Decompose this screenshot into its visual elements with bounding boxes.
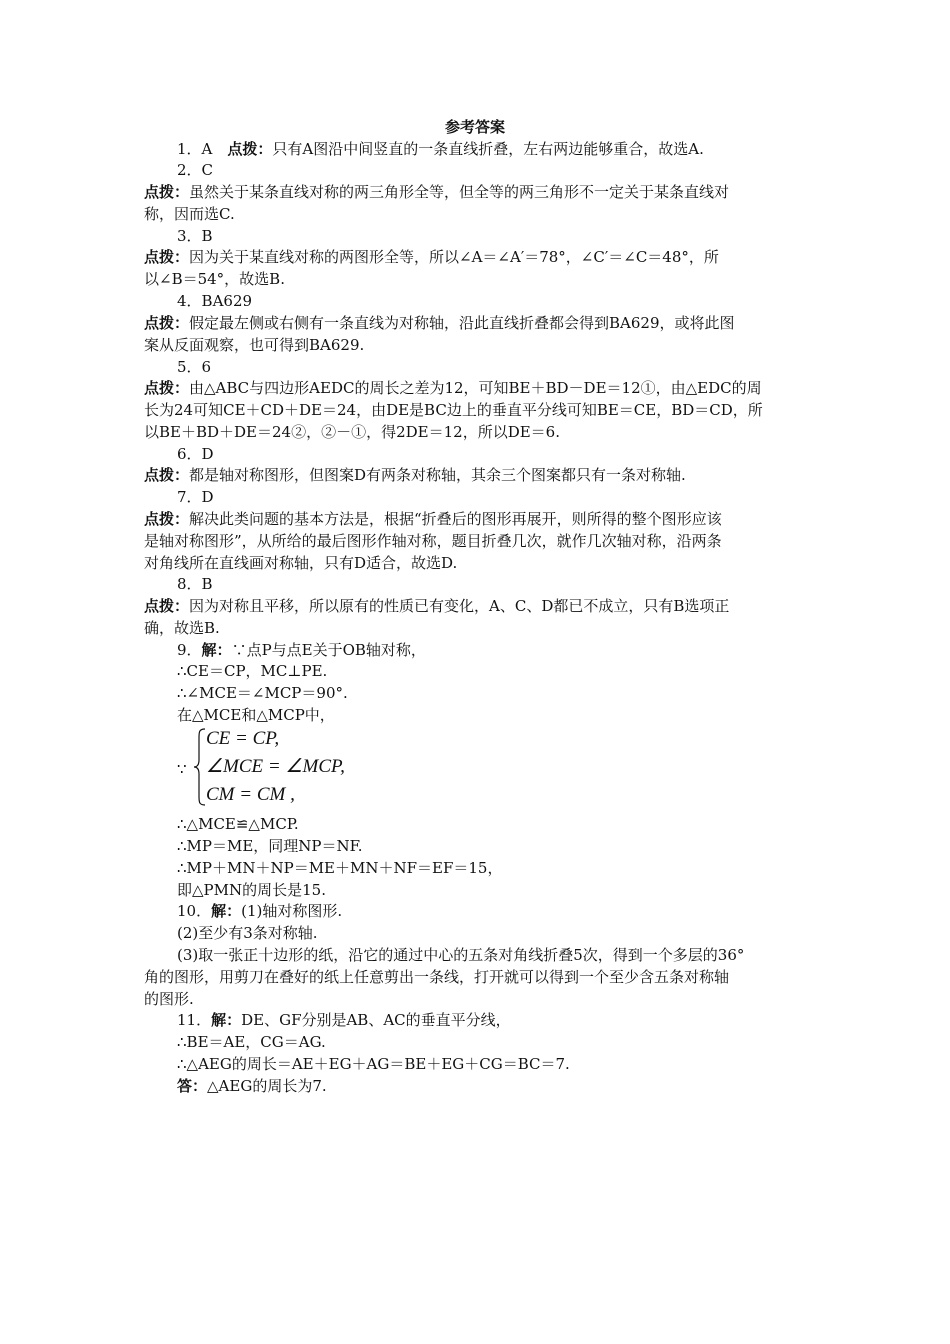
hint-5-line-1: 点拨：由△ABC与四边形AEDC的周长之差为12，可知BE＋BD－DE＝12①，由△EDC的周 (144, 379, 762, 397)
hint-7-line-2: 是轴对称图形”，从所给的最后图形作轴对称，题目折叠几次，就作几次轴对称，沿两条 (144, 532, 722, 550)
page-title: 参考答案 (444, 118, 505, 136)
answer-11-line-1: 11．解：DE、GF分别是AB、AC的垂直平分线， (177, 1011, 511, 1029)
answer-10-line-4: 角的图形，用剪刀在叠好的纸上任意剪出一条线，打开就可以得到一个至少含五条对称轴 (144, 968, 730, 986)
answer-9-line-3: ∴∠MCE＝∠MCP＝90°. (177, 684, 348, 702)
hint-2-line-1: 点拨：虽然关于某条直线对称的两三角形全等，但全等的两三角形不一定关于某条直线对 (144, 183, 730, 201)
hint-7-line-1: 点拨：解决此类问题的基本方法是，根据“折叠后的图形再展开，则所得的整个图形应该 (144, 510, 722, 528)
answer-11-line-3: ∴△AEG的周长＝AE＋EG＋AG＝BE＋EG＋CG＝BC＝7. (177, 1055, 570, 1073)
answer-11-line-2: ∴BE＝AE，CG＝AG. (177, 1033, 326, 1051)
answer-6: 6．D (177, 445, 214, 463)
hint-3-line-1: 点拨：因为关于某直线对称的两图形全等，所以∠A＝∠A′＝78°，∠C′＝∠C＝48°，所 (144, 248, 719, 266)
answer-10-line-3: (3)取一张正十边形的纸，沿它的通过中心的五条对角线折叠5次，得到一个多层的36° (177, 946, 745, 964)
system-row-3: CM = CM , (206, 784, 295, 805)
hint-5-line-3: 以BE＋BD＋DE＝24②，②－①，得2DE＝12，所以DE＝6. (144, 423, 560, 441)
answer-11-line-4: 答：△AEG的周长为7. (177, 1077, 327, 1095)
hint-7-line-3: 对角线所在直线画对称轴，只有D适合，故选D. (144, 554, 458, 572)
hint-2-line-2: 称，因而选C. (144, 205, 235, 223)
answer-9-line-2: ∴CE＝CP，MC⊥PE. (177, 662, 328, 680)
answer-9-line-8: 即△PMN的周长是15. (177, 881, 326, 899)
answer-10-line-5: 的图形. (144, 990, 194, 1008)
answer-9-line-4: 在△MCE和△MCP中， (177, 706, 335, 724)
answer-9-line-7: ∴MP＋MN＋NP＝ME＋MN＋NF＝EF＝15， (177, 859, 503, 877)
answer-5: 5．6 (177, 358, 212, 376)
answer-2: 2．C (177, 161, 214, 179)
answer-4: 4．BA629 (177, 292, 253, 310)
hint-3-line-2: 以∠B＝54°，故选B. (144, 270, 285, 288)
hint-5-line-2: 长为24可知CE＋CD＋DE＝24，由DE是BC边上的垂直平分线可知BE＝CE，BD＝CD，所 (144, 401, 763, 419)
hint-4-line-1: 点拨：假定最左侧或右侧有一条直线为对称轴，沿此直线折叠都会得到BA629，或将此图 (144, 314, 735, 332)
answer-8: 8．B (177, 575, 213, 593)
because-symbol: ∵ (177, 760, 187, 778)
answer-9-line-1: 9．解：∵点P与点E关于OB轴对称， (177, 641, 426, 659)
system-row-2: ∠MCE = ∠MCP, (206, 756, 345, 777)
system-row-1: CE = CP, (206, 728, 280, 749)
answer-10-line-1: 10．解：(1)轴对称图形. (177, 902, 343, 920)
answer-9-line-5: ∴△MCE≌△MCP. (177, 815, 299, 833)
hint-8-line-1: 点拨：因为对称且平移，所以原有的性质已有变化，A、C、D都已不成立，只有B选项正 (144, 597, 730, 615)
answer-9-line-6: ∴MP＝ME，同理NP＝NF. (177, 837, 363, 855)
left-brace (193, 728, 207, 806)
answer-3: 3．B (177, 227, 213, 245)
answer-1: 1．A 点拨：只有A图沿中间竖直的一条直线折叠，左右两边能够重合，故选A. (177, 140, 704, 158)
answer-10-line-2: (2)至少有3条对称轴. (177, 924, 318, 942)
hint-8-line-2: 确，故选B. (144, 619, 220, 637)
answer-7: 7．D (177, 488, 214, 506)
hint-4-line-2: 案从反面观察，也可得到BA629. (144, 336, 365, 354)
hint-6: 点拨：都是轴对称图形，但图案D有两条对称轴，其余三个图案都只有一条对称轴. (144, 466, 686, 484)
